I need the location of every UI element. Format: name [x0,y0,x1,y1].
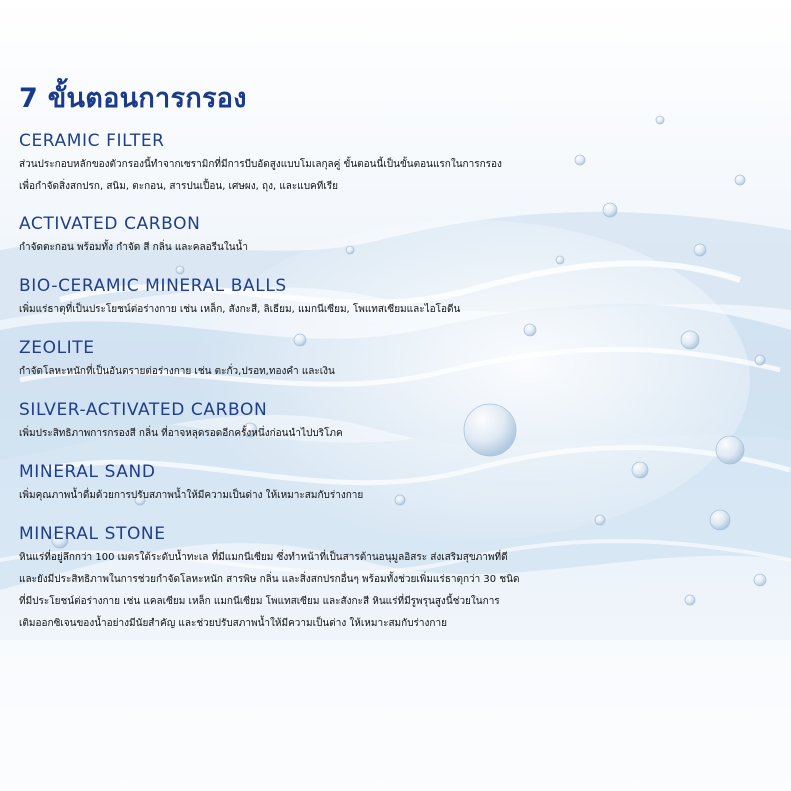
section-text-line: เพื่อกำจัดสิ่งสกปรก, สนิม, ตะกอน, สารปนเปื้อน, เศษผง, ถุง, และแบคทีเรีย [19,181,338,192]
section-mineral-sand [19,461,779,507]
section-ceramic-filter [19,130,779,198]
page-title: 7 ขั้นตอนการกรอง [19,83,247,114]
section-heading: ACTIVATED CARBON [19,214,201,234]
main-content [19,82,779,651]
section-activated-carbon [19,213,779,259]
section-heading: CERAMIC FILTER [19,131,165,151]
section-text-line: ส่วนประกอบหลักของตัวกรองนี้ทำจากเซรามิกที่มีการบีบอัดสูงแบบโมเลกุลคู่ ขั้นตอนนี้เป็นขั้นตอนแรกในการกรอง [19,159,502,170]
section-text-line: เพิ่มแร่ธาตุที่เป็นประโยชน์ต่อร่างกาย เช่น เหล็ก, สังกะสี, ลิเธียม, แมกนีเซียม, โพแทสเซียมและไอโอดีน [19,304,461,315]
section-text-line: เติมออกซิเจนของน้ำอย่างมีนัยสำคัญ และช่วยปรับสภาพน้ำให้มีความเป็นด่าง ให้เหมาะสมกับร่างกาย [19,618,447,629]
section-heading: BIO-CERAMIC MINERAL BALLS [19,276,287,296]
section-heading: MINERAL SAND [19,462,156,482]
section-text-line: หินแร่ที่อยู่ลึกกว่า 100 เมตรใต้ระดับน้ำทะเล ที่มีแมกนีเซียม ซึ่งทำหน้าที่เป็นสารต้านอนุมูลอิสระ ส่งเสริมสุขภาพที่ดี [19,552,508,563]
section-silver-activated-carbon [19,399,779,445]
section-heading: ZEOLITE [19,338,95,358]
section-zeolite [19,337,779,383]
section-heading: MINERAL STONE [19,524,166,544]
section-bio-ceramic-mineral-balls [19,275,779,321]
section-heading: SILVER-ACTIVATED CARBON [19,400,268,420]
section-text-line: และยังมีประสิทธิภาพในการช่วยกำจัดโลหะหนัก สารพิษ กลิ่น และสิ่งสกปรกอื่นๆ พร้อมทั้งช่วยเพิ่มแร่ธาตุกว่า 30 ชนิด [19,574,520,585]
section-text-line: เพิ่มประสิทธิภาพการกรองสี กลิ่น ที่อาจหลุดรอดอีกครั้งหนึ่งก่อนนำไปบริโภค [19,428,343,439]
section-text-line: ที่มีประโยชน์ต่อร่างกาย เช่น แคลเซียม เหล็ก แมกนีเซียม โพแทสเซียม และสังกะสี หินแร่ที่มีรูพรุนสูงนี้ช่วยในการ [19,596,500,607]
section-mineral-stone [19,523,779,635]
section-text-line: กำจัดตะกอน พร้อมทั้ง กำจัด สี กลิ่น และคลอรีนในน้ำ [19,242,249,253]
section-text-line: กำจัดโลหะหนักที่เป็นอันตรายต่อร่างกาย เช่น ตะกั่ว,ปรอท,ทองคำ และเงิน [19,366,335,377]
section-text-line: เพิ่มคุณภาพน้ำดื่มด้วยการปรับสภาพน้ำให้มีความเป็นด่าง ให้เหมาะสมกับร่างกาย [19,490,364,501]
